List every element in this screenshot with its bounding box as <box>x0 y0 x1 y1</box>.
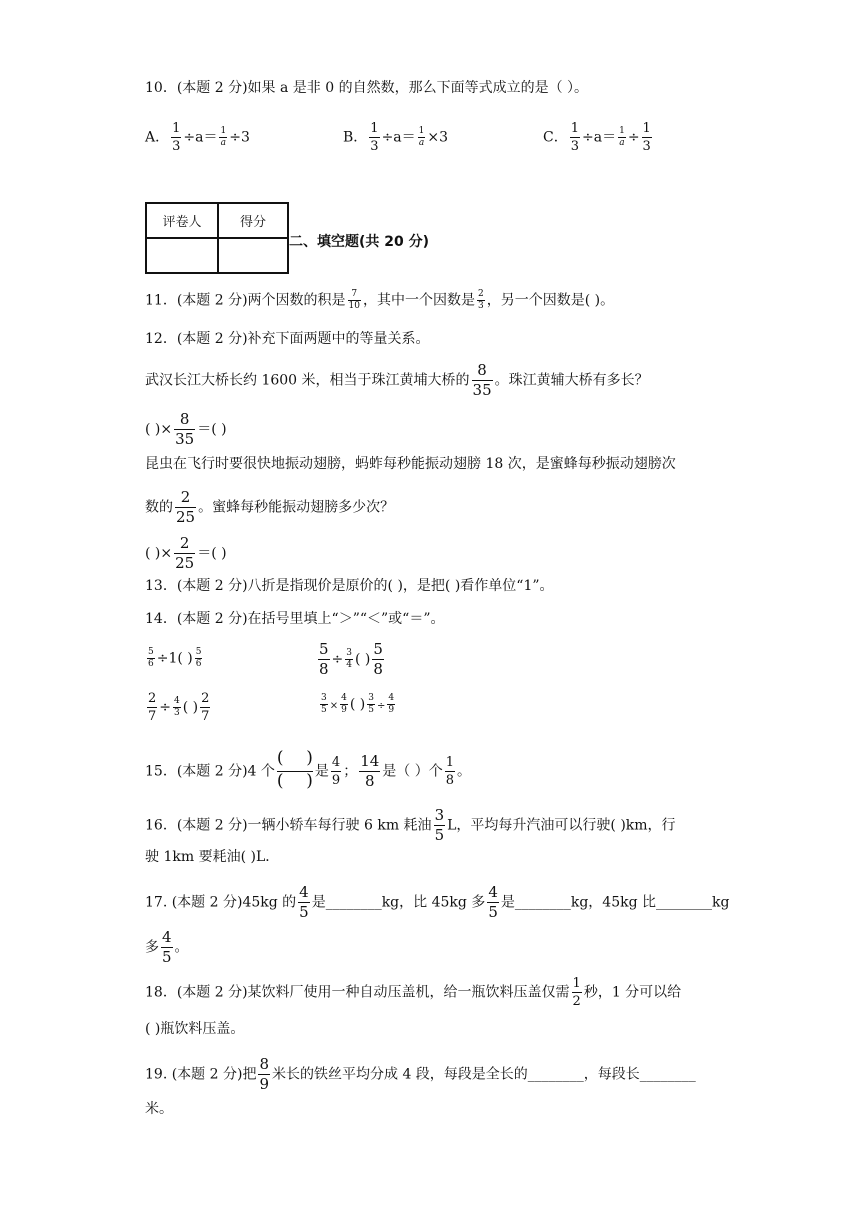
compare-text: ( ) <box>355 651 371 668</box>
denominator-blank[interactable] <box>277 774 313 792</box>
numerator-blank[interactable] <box>277 751 313 769</box>
fraction: $\frac{2}{7}$ <box>148 691 157 724</box>
fraction: $\frac{3}{4}$ <box>346 648 353 670</box>
fraction: $\frac{4}{5}$ <box>488 883 498 921</box>
operator-text: ÷a＝ <box>183 129 218 146</box>
fraction: $\frac{1}{a}$ <box>220 126 227 148</box>
q10-option-b[interactable] <box>343 122 448 153</box>
q17-text: 17. (本题 2 分)45kg 的 <box>145 894 297 911</box>
fraction: $\frac{3}{5}$ <box>434 806 445 844</box>
score-table-header-score: 得分 <box>218 203 288 238</box>
operator-text: ÷a＝ <box>381 129 416 146</box>
q14-row2-left[interactable] <box>145 692 212 723</box>
operator-text: ÷ <box>627 129 640 146</box>
q12-problem2-line1: 昆虫在飞行时要很快地振动翅膀，蚂蚱每秒能振动翅膀 18 次，是蜜蜂每秒振动翅膀次 <box>145 456 676 472</box>
fraction: $\frac{14}{8}$ <box>360 752 380 790</box>
fraction: $\frac{5}{6}$ <box>148 647 154 669</box>
option-label: C． <box>543 129 568 146</box>
fraction: $\frac{5}{6}$ <box>195 647 202 669</box>
q15-text: 是（ ）个 <box>382 763 443 780</box>
operator-text: ÷a＝ <box>582 129 617 146</box>
q12-text: 武汉长江大桥长约 1600 米，相当于珠江黄埔大桥的 <box>145 372 470 389</box>
q17-text: 是________kg，比 45kg 多 <box>311 894 486 911</box>
q19-text: 19. (本题 2 分)把 <box>145 1066 257 1083</box>
fraction: $\frac{4}{9}$ <box>388 693 395 715</box>
fraction: $\frac{1}{3}$ <box>570 121 579 154</box>
compare-text: × <box>329 700 339 712</box>
fraction: $\frac{5}{8}$ <box>319 640 329 678</box>
fraction: $\frac{2}{25}$ <box>175 534 195 572</box>
q14-row1-right[interactable] <box>316 642 386 677</box>
q18-text: 秒，1 分可以给 <box>583 984 682 1001</box>
score-table-cell-score[interactable] <box>218 238 288 273</box>
score-table-header-grader: 评卷人 <box>146 203 218 238</box>
q10-stem: 10．(本题 2 分)如果 a 是非 0 的自然数，那么下面等式成立的是（ ）。 <box>145 80 589 96</box>
equation-text: ( )× <box>145 545 173 562</box>
q14-row2-right[interactable] <box>318 694 397 717</box>
fraction: $\frac{1}{3}$ <box>642 121 651 154</box>
fraction: $\frac{1}{a}$ <box>619 126 625 148</box>
q15-text: ； <box>343 763 358 780</box>
q11-text-a: 11．(本题 2 分)两个因数的积是 <box>145 292 346 309</box>
q16-text: L，平均每升汽油可以行驶( )km，行 <box>447 817 676 834</box>
q14-row1-left[interactable] <box>145 648 204 669</box>
q15-text: 。 <box>457 763 472 780</box>
score-table <box>145 202 289 274</box>
q18-line1 <box>145 977 681 1008</box>
fraction: $\frac{8}{35}$ <box>175 410 195 448</box>
option-label: B． <box>343 129 368 146</box>
q13: 13．(本题 2 分)八折是指现价是原价的( )，是把( )看作单位“1”。 <box>145 578 554 594</box>
operator-text: ÷3 <box>229 129 250 146</box>
q15-text: 15．(本题 2 分)4 个 <box>145 763 275 780</box>
q17-text: 。 <box>174 939 189 956</box>
option-label: A． <box>145 129 170 146</box>
fraction: $\frac{8}{9}$ <box>259 1055 269 1093</box>
q11-text-c: ，另一个因数是( )。 <box>486 292 615 309</box>
fraction: $\frac{4}{9}$ <box>331 755 341 788</box>
q12-text: 。蜜蜂每秒能振动翅膀多少次？ <box>198 499 395 516</box>
section-title: 二、填空题(共 20 分) <box>289 234 430 250</box>
q12-text: 数的 <box>145 499 173 516</box>
compare-text: ÷ <box>376 700 386 712</box>
q12-text: 。珠江黄辅大桥有多长？ <box>494 372 649 389</box>
q12-stem: 12．(本题 2 分)补充下面两题中的等量关系。 <box>145 331 430 347</box>
fraction: $\frac{2}{25}$ <box>176 488 196 526</box>
fraction: $\frac{1}{a}$ <box>418 126 425 148</box>
q15-text: 是 <box>314 763 329 780</box>
q11 <box>145 290 614 311</box>
fraction: $\frac{1}{3}$ <box>172 121 181 154</box>
q17-line1 <box>145 885 729 920</box>
fraction: $\frac{4}{5}$ <box>162 928 172 966</box>
q11-text-b: ，其中一个因数是 <box>363 292 475 309</box>
q12-equation1[interactable] <box>145 412 227 447</box>
fraction: $\frac{1}{8}$ <box>445 755 455 788</box>
q12-equation2[interactable] <box>145 536 227 571</box>
score-table-cell-grader[interactable] <box>146 238 218 273</box>
q18-line2: ( )瓶饮料压盖。 <box>145 1021 245 1037</box>
fraction: $\frac{2}{3}$ <box>478 289 484 311</box>
q16-line1 <box>145 808 676 843</box>
compare-text: ÷1( ) <box>156 650 193 667</box>
q17-text: 是________kg，45kg 比________kg <box>500 894 730 911</box>
q16-text: 16．(本题 2 分)一辆小轿车每行驶 6 km 耗油 <box>145 817 432 834</box>
compare-text: ( ) <box>182 699 199 716</box>
fraction: $\frac{3}{5}$ <box>321 693 327 715</box>
fraction: $\frac{3}{5}$ <box>368 693 374 715</box>
fraction: $\frac{2}{7}$ <box>201 691 210 724</box>
fraction: $\frac{8}{35}$ <box>472 361 492 399</box>
q14-stem: 14．(本题 2 分)在括号里填上“＞”“＜”或“＝”。 <box>145 611 445 627</box>
q12-problem1 <box>145 363 649 398</box>
fraction: $\frac{1}{3}$ <box>370 121 379 154</box>
q19-text: 米长的铁丝平均分成 4 段，每段是全长的________，每段长________ <box>272 1066 696 1083</box>
compare-text: ÷ <box>331 651 344 668</box>
compare-text: ÷ <box>159 699 172 716</box>
q10-option-c[interactable] <box>543 122 654 153</box>
q15 <box>145 751 471 792</box>
q17-line2 <box>145 930 189 965</box>
fraction: $\frac{7}{10}$ <box>348 289 360 311</box>
operator-text: ×3 <box>427 129 449 146</box>
fraction: $\frac{5}{8}$ <box>373 640 383 678</box>
q16-line2: 驶 1km 要耗油( )L． <box>145 849 280 865</box>
compare-text: ( ) <box>349 696 366 713</box>
equation-text: ( )× <box>145 421 173 438</box>
q18-text: 18．(本题 2 分)某饮料厂使用一种自动压盖机，给一瓶饮料压盖仅需 <box>145 984 570 1001</box>
equation-text: ＝( ) <box>197 545 227 562</box>
fraction: $\frac{1}{2}$ <box>572 976 581 1009</box>
q19-line1 <box>145 1057 696 1092</box>
blank-fraction[interactable] <box>277 751 313 792</box>
q17-text: 多 <box>145 939 159 956</box>
q12-problem2-line2 <box>145 490 394 525</box>
fraction: $\frac{4}{9}$ <box>341 693 347 715</box>
fraction: $\frac{4}{3}$ <box>174 696 180 718</box>
fraction: $\frac{4}{5}$ <box>299 883 309 921</box>
q19-line2: 米。 <box>145 1101 173 1117</box>
equation-text: ＝( ) <box>197 421 227 438</box>
q10-option-a[interactable] <box>145 122 250 153</box>
